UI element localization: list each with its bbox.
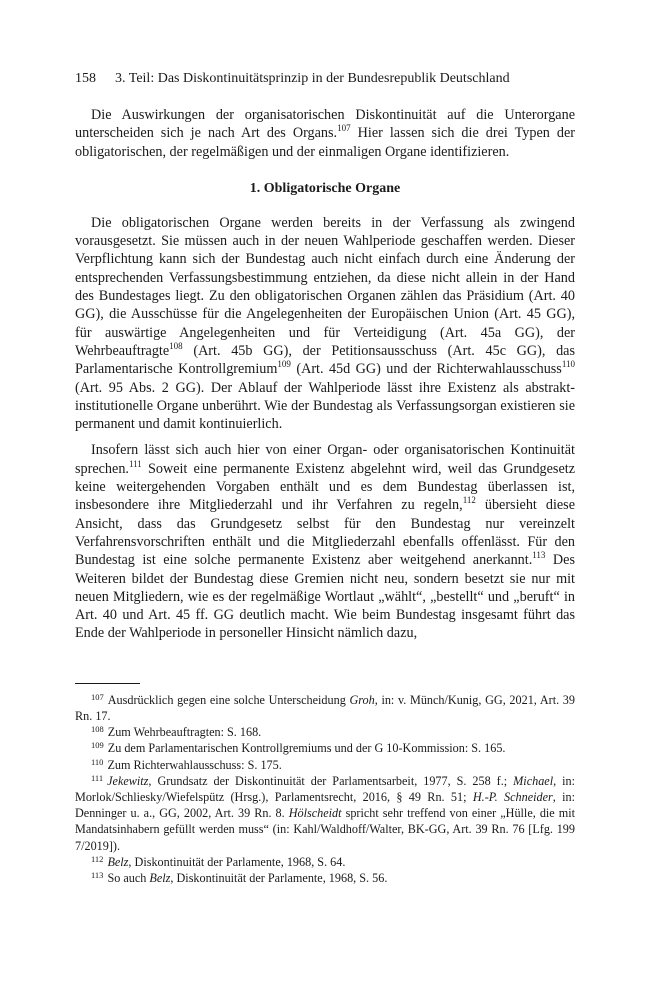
footnote-ref: 113	[532, 550, 546, 561]
paragraph	[75, 214, 575, 434]
running-title: 3. Teil: Das Diskontinuitätsprinzip in der Bundesrepublik Deutschland	[115, 71, 510, 86]
text-run: Ausdrücklich gegen eine solche Unterscheidung	[107, 692, 350, 707]
footnote-number: 110	[91, 756, 104, 767]
text-run: Zum Wehrbeauftragten: S. 168.	[107, 725, 262, 740]
text-run: (Art. 95 Abs. 2 GG). Der Ablauf der Wahlperiode lässt ihre Existenz als abstrakt-institutionelle Organe unberührt. Wie der Bundestag als Verfassungsorgan existieren sie permanent und damit kontinuierlich.	[75, 379, 575, 433]
text-run: spricht sehr treffend von einer „Hülle, die mit Mandatsinhabern gefüllt werden muss“ (in: Kahl/Waldhoff/Walter, BK-GG, Art. 39 Rn. 76 [Lfg. 199 7/2019]).	[75, 806, 575, 853]
text-run: , in: Denninger u. a., GG, 2002, Art. 39 Rn. 8.	[75, 789, 576, 821]
text-run: (Art. 45d GG) und der Richterwahlausschuss	[290, 361, 562, 378]
text-run: Die obligatorischen Organe werden bereits in der Verfassung als zwingend vorausgesetzt. Sie müssen auch in der neuen Wahlperiode geschaffen werden. Dieser Verpflichtung kann sich der Bundestag auch nicht einfach durch eine Änderung der entsprechenden Verfassungsbestimmung entziehen, da diese nicht allein in der Hand des Bundestages liegt. Zu den obligatorischen Organen zählen das Präsidium (Art. 40 GG), die Ausschüsse für die Angelegenheiten der Europäischen Union (Art. 45 GG), für auswärtige Angelegenheiten und für Verteidigung (Art. 45a GG), der Wehrbeauftragte	[75, 214, 575, 359]
text-run: So auch	[107, 870, 150, 885]
footnote-number: 112	[91, 853, 104, 864]
author-name: H.-P. Schneider	[472, 789, 553, 804]
footnote-ref: 107	[337, 123, 351, 134]
footnote-ref: 109	[277, 359, 291, 370]
footnote-number: 107	[91, 691, 104, 702]
footnote	[75, 692, 575, 724]
footnote-ref: 108	[169, 340, 183, 351]
text-run: , Diskontinuität der Parlamente, 1968, S. 56.	[170, 870, 388, 885]
text-run: (Art. 45b GG), der Petitionsausschuss (Art. 45c GG), das Parlamentarische Kontrollgremium	[75, 342, 575, 378]
footnote-ref: 111	[128, 458, 142, 469]
footnote	[75, 724, 575, 740]
text-run: Die Auswirkungen der organisatorischen Diskontinuität auf die Unterorgane unterscheiden sich je nach Art des Organs.	[75, 107, 575, 142]
footnote	[75, 740, 575, 756]
author-name: Jekewitz	[107, 773, 149, 788]
author-name: Groh	[349, 692, 375, 707]
text-run: , Diskontinuität der Parlamente, 1968, S. 64.	[128, 854, 346, 869]
book-page	[75, 70, 575, 886]
footnote-number: 111	[91, 772, 104, 783]
text-run: Insofern lässt sich auch hier von einer Organ- oder organisatorischen Kontinuität sprechen.	[75, 442, 575, 477]
text-run: Hier lassen sich die drei Typen der obligatorischen, der regelmäßigen und der einmaligen Organe identifizieren.	[75, 125, 575, 160]
text-run: Soweit eine permanente Existenz abgelehnt wird, weil das Grundgesetz keine weitergehenden Vorgaben enthält und es dem Bundestag überlassen ist, insbesondere ihre Mitgliederzahl und ihr Verfahren zu regeln,	[75, 460, 575, 514]
text-run: , in: v. Münch/Kunig, GG, 2021, Art. 39 Rn. 17.	[75, 692, 575, 723]
text-run: Zu dem Parlamentarischen Kontrollgremiums und der G 10-Kommission: S. 165.	[107, 741, 506, 756]
footnote-number: 109	[91, 740, 104, 751]
page-number: 158	[75, 71, 96, 86]
author-name: Belz	[107, 854, 129, 869]
footnotes	[75, 692, 575, 886]
footnote	[75, 757, 575, 773]
author-name: Michael	[513, 773, 554, 788]
author-name: Hölscheidt	[288, 806, 342, 821]
footnote	[75, 773, 575, 854]
footnote-separator	[75, 683, 140, 684]
text-run: Des Weiteren bildet der Bundestag diese Gremien nicht neu, sondern besetzt sie nur mit neuen Mitgliedern, wie es der regelmäßige Wortlaut „wählt“, „bestellt“ und „beruft“ in Art. 40 und Art. 45 ff. GG deutlich macht. Wie beim Bundestag insgesamt führt das Ende der Wahlperiode in personeller Hinsicht nämlich dazu,	[75, 552, 575, 642]
author-name: Belz	[149, 870, 171, 885]
text-run: , Grundsatz der Diskontinuität der Parlamentsarbeit, 1977, S. 258 f.;	[148, 773, 514, 788]
footnote-number: 108	[91, 724, 104, 735]
main-text	[75, 106, 575, 643]
footnote-ref: 112	[462, 495, 476, 506]
paragraph	[75, 441, 575, 642]
running-header	[75, 70, 575, 88]
footnote-number: 113	[91, 869, 104, 880]
text-run: Zum Richterwahlausschuss: S. 175.	[107, 757, 282, 772]
text-run: , in: Morlok/Schliesky/Wiefelspütz (Hrsg.), Parlamentsrecht, 2016, § 49 Rn. 51;	[75, 773, 575, 804]
text-run: übersieht diese Ansicht, dass das Grundgesetz selbst für den Bundestag nur vereinzelt Verfahrensvorschriften enthält und die Mitgliederzahl ebenfalls offenlässt. Für den Bundestag ist eine solche permanente Existenz aber weitgehend anerkannt.	[75, 497, 575, 569]
section-heading: 1. Obligatorische Organe	[249, 180, 401, 196]
footnote	[75, 870, 575, 886]
footnote-ref: 110	[561, 359, 575, 370]
intro-paragraph	[75, 106, 575, 161]
footnote	[75, 854, 575, 870]
